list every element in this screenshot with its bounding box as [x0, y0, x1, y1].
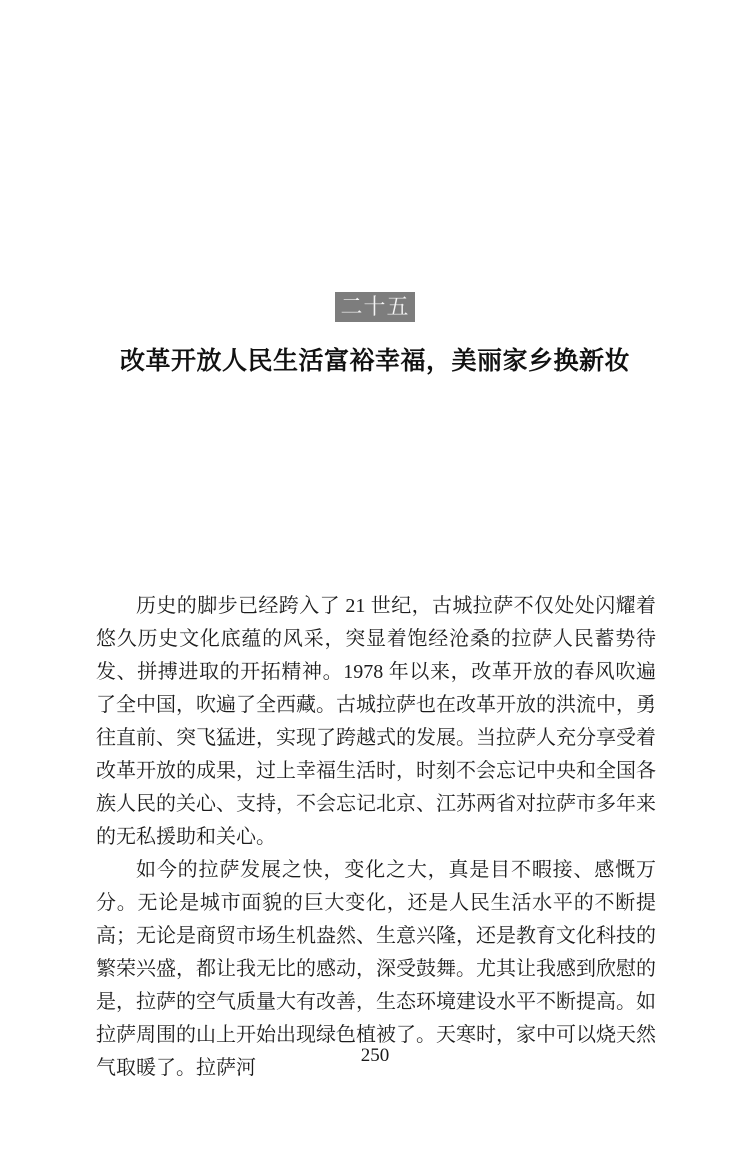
body-paragraph: 如今的拉萨发展之快，变化之大，真是目不暇接、感慨万分。无论是城市面貌的巨大变化，还是人民生活水平的不断提高；无论是商贸市场生机盎然、生意兴隆，还是教育文化科技的繁荣兴盛，都让我无比的感动，深受鼓舞。尤其让我感到欣慰的是，拉萨的空气质量大有改善，生态环境建设水平不断提高。如拉萨周围的山上开始出现绿色植被了。天寒时，家中可以烧天然气取暖了。拉萨河 — [96, 859, 656, 1079]
chapter-title: 改革开放人民生活富裕幸福，美丽家乡换新妆 — [119, 348, 630, 375]
page-number: 250 — [360, 1045, 390, 1066]
chapter-number-badge: 二十五 — [335, 292, 414, 322]
body-paragraph: 历史的脚步已经跨入了 21 世纪，古城拉萨不仅处处闪耀着悠久历史文化底蕴的风采，突显着饱经沧桑的拉萨人民蓄势待发、拼搏进取的开拓精神。1978 年以来，改革开放的春风吹遍了全中国，吹遍了全西藏。古城拉萨也在改革开放的洪流中，勇往直前、突飞猛进，实现了跨越式的发展。当拉萨人充分享受着改革开放的成果，过上幸福生活时，时刻不会忘记中央和全国各族人民的关心、支持，不会忘记北京、江苏两省对拉萨市多年来的无私援助和关心。 — [96, 595, 656, 848]
chapter-badge-row — [0, 292, 750, 322]
body-text-block — [96, 590, 656, 1085]
